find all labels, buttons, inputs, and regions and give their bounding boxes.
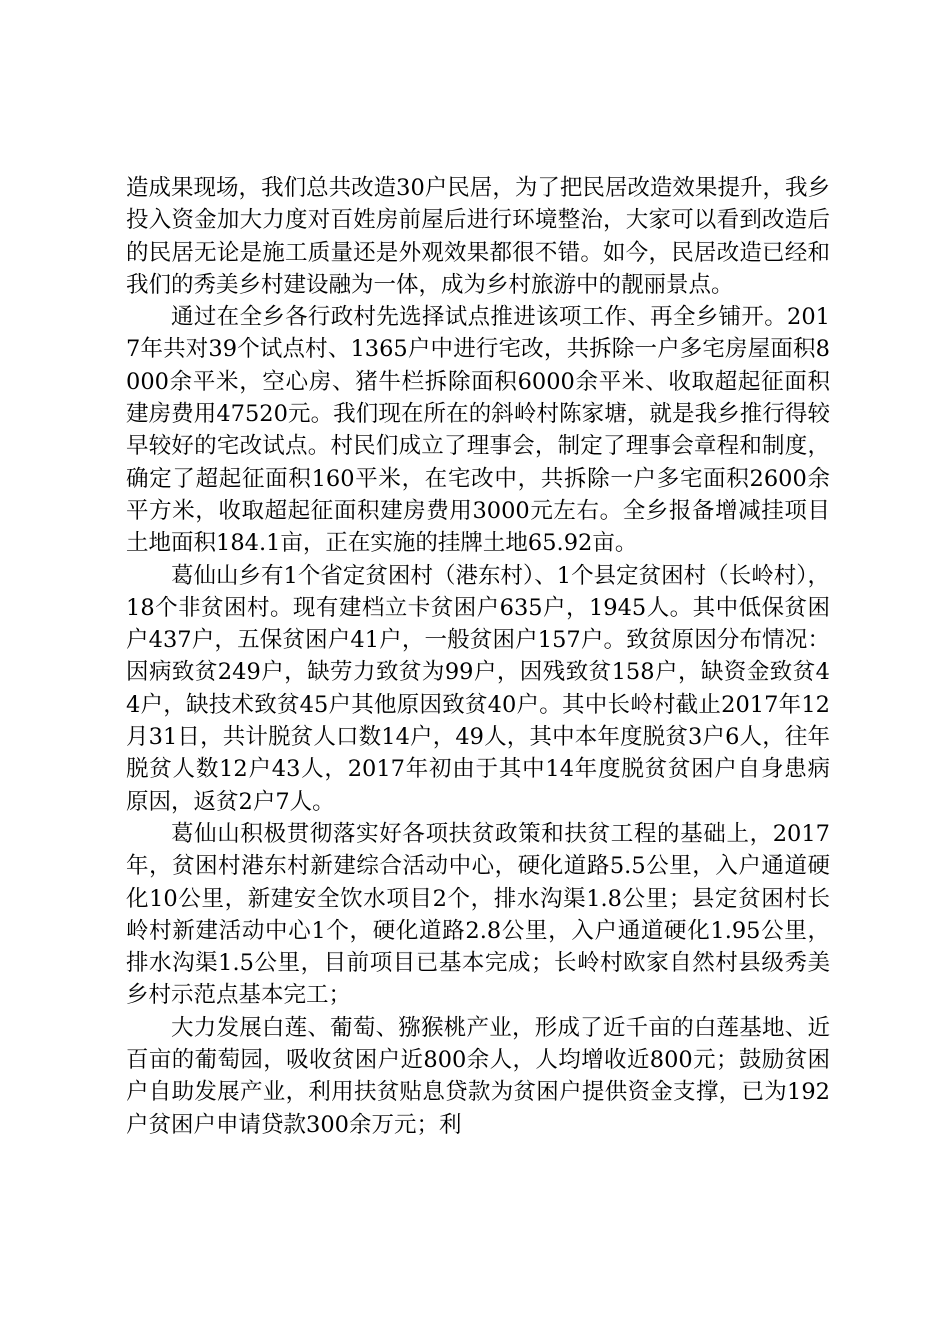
paragraph-3: 葛仙山乡有1个省定贫困村（港东村）、1个县定贫困村（长岭村），18个非贫困村。现有建档立卡贫困户635户，1945人。其中低保贫困户437户，五保贫困户41户，一般贫困户157户。致贫原因分布情况：因病致贫249户，缺劳力致贫为99户，因残致贫158户，缺资金致贫44户，缺技术致贫45户其他原因致贫40户。其中长岭村截止2017年12月31日，共计脱贫人口数14户，49人，其中本年度脱贫3户6人，往年脱贫人数12户43人，2017年初由于其中14年度脱贫贫困户自身患病原因，返贫2户7人。 [126,562,830,815]
paragraph-5: 大力发展白莲、葡萄、猕猴桃产业，形成了近千亩的白莲基地、近百亩的葡萄园，吸收贫困户近800余人，人均增收近800元；鼓励贫困户自助发展产业，利用扶贫贴息贷款为贫困户提供资金支撑，已为192户贫困户申请贷款300余万元；利 [126,1014,830,1138]
paragraph-1: 造成果现场，我们总共改造30户民居，为了把民居改造效果提升，我乡投入资金加大力度对百姓房前屋后进行环境整治，大家可以看到改造后的民居无论是施工质量还是外观效果都很不错。如今，民居改造已经和我们的秀美乡村建设融为一体，成为乡村旅游中的靓丽景点。 [126,175,830,298]
paragraph-2: 通过在全乡各行政村先选择试点推进该项工作、再全乡铺开。2017年共对39个试点村、1365户中进行宅改，共拆除一户多宅房屋面积8000余平米，空心房、猪牛栏拆除面积6000余平米、收取超起征面积建房费用47520元。我们现在所在的斜岭村陈家塘，就是我乡推行得较早较好的宅改试点。村民们成立了理事会，制定了理事会章程和制度，确定了超起征面积160平米，在宅改中，共拆除一户多宅面积2600余平方米，收取超起征面积建房费用3000元左右。全乡报备增减挂项目土地面积184.1亩，正在实施的挂牌土地65.92亩。 [126,304,830,557]
paragraph-4: 葛仙山积极贯彻落实好各项扶贫政策和扶贫工程的基础上，2017年，贫困村港东村新建综合活动中心，硬化道路5.5公里，入户通道硬化10公里，新建安全饮水项目2个，排水沟渠1.8公里；县定贫困村长岭村新建活动中心1个，硬化道路2.8公里，入户通道硬化1.95公里，排水沟渠1.5公里，目前项目已基本完成；长岭村欧家自然村县级秀美乡村示范点基本完工； [126,820,830,1009]
document-page [126,172,830,1141]
